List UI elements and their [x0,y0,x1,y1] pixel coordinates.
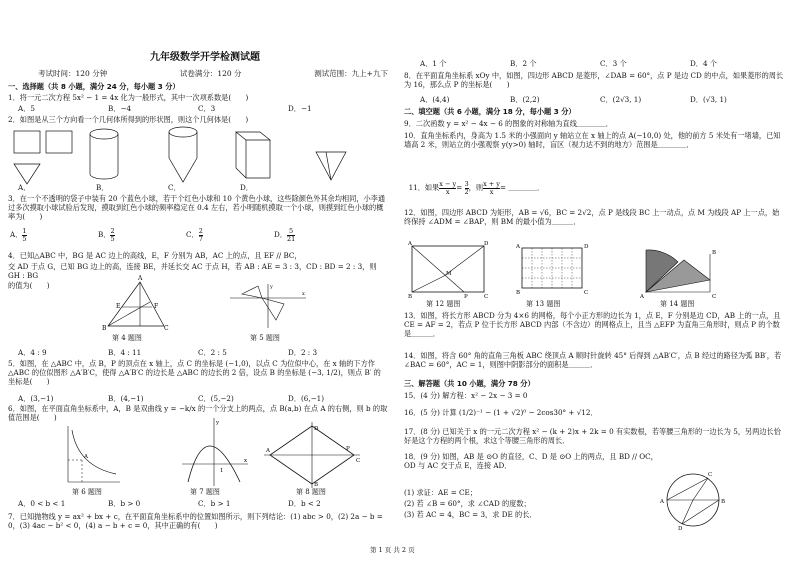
svg-text:A: A [660,499,664,505]
q1-option-a: A．5 [18,104,35,113]
q12-text: 12．如图，四边形 ABCD 为矩形，AB = √6，BC = 2√2，点 P 是线段 BC 上一动点，点 M 为线段 AP 上一点，始终保持 ∠ADM = ∠BAP，则 BM 的最小值为＿＿＿． [404,208,780,226]
svg-text:B: B [314,482,319,488]
q5-option-d: D．(6,−1) [288,394,325,403]
q6-option-b: B．b > 0 [108,499,141,508]
q8-option-a: A．(4,4) [420,95,450,104]
q6-option-a: A．0 < b < 1 [18,499,66,508]
svg-text:B: B [408,294,413,300]
q18-text: 18．(9 分) 如图，AB 是 ⊙O 的直径，C、D 是 ⊙O 上的两点，且 BD // OC，OD 与 AC 交于点 E，连接 AD． [404,452,658,470]
q12-rectangle-figure [408,242,490,298]
q6-option-c: C．b > 1 [198,499,231,508]
exam-time: 考试时间：120 分钟 [38,69,108,78]
q3-option-a: A． $\frac{1}{5}$ [10,227,27,243]
svg-text:x: x [244,458,248,464]
top-view [14,164,40,184]
q3-option-c: C． $\frac{2}{7}$ [186,227,203,243]
q2-option-a-cylinder [86,128,126,184]
fig13-caption: 第 13 题图 [526,300,561,308]
q4-option-d: D．2 : 3 [288,348,318,357]
q6-options [18,499,378,508]
q1-options [18,104,378,113]
q10-text: 10．直角坐标系内，身高为 1.5 米的小强面向 y 轴站立在 x 轴上的点 A(−10,0) 处，他的前方 5 米处有一堵墙，已知墙高 2 米，则站立的小强观察 y(y>0) 轴时，盲区（视力达不到的地方）范围是＿＿＿＿． [404,131,781,149]
svg-text:C: C [584,290,589,296]
svg-text:B: B [102,325,107,332]
fig4-caption: 第 4 题图 [112,334,142,342]
fig6-caption: 第 6 题图 [72,488,102,496]
q1-option-d: D．−1 [288,104,312,113]
svg-text:F: F [154,303,159,310]
q7-parabola-figure [180,416,250,488]
q8-option-c: C．(2√3, 1) [600,95,642,104]
q7-option-b: B．2 个 [510,59,537,68]
svg-text:C: C [484,294,489,300]
q1-option-b: B．−4 [108,104,132,113]
fig8-caption: 第 8 题图 [296,488,326,496]
q4-option-b: B．4 : 11 [108,348,142,357]
q7-options [420,59,780,68]
q2-text: 2．如图是从三个方向看一个几何体所得到的形状图，则这个几何体是( ) [8,115,249,124]
q2-option-c: C． [168,183,181,192]
q2-option-d: D． [240,183,253,192]
q4-text-3: 的值为( ) [8,281,50,290]
q14-text: 14．如图，将含 60° 角的直角三角板 ABC 绕顶点 A 顺时针旋转 45° 后得到 △AB′C′，点 B 经过的路径为弧 BB′，若 ∠BAC = 60°，AC = 1，则图中阴影部分的面积是＿＿＿． [404,351,784,369]
q2-option-c-prism [232,128,276,184]
q17-text: 17．(8 分) 已知关于 x 的一元二次方程 x² − (k + 2)x + 2k = 0 有实数根，若等腰三角形的一边长为 5，另两边长恰好是这个方程的两个根，求这个等腰三角形的周长． [404,427,781,445]
q15-text: 15．(4 分) 解方程：x² − 2x − 3 = 0 [404,391,528,400]
svg-text:B: B [721,499,726,505]
svg-text:D: D [314,426,319,432]
q7-option-d: D．4 个 [690,59,717,68]
q4-text-2: 交 AD 于点 G，已知 BG 边上的高，连接 BE，并延长交 AC 于点 H，若 AB : AE = 3 : 3，CD : BD = 2 : 3，则 GH : BG [8,262,379,280]
q7-option-a: A．1 个 [420,59,447,68]
svg-text:1: 1 [220,468,224,474]
q11-text: 11．如果 $\frac{x - y}{x}$ = $\frac{3}{2}$ ，则 $\frac{x + y}{x}$ = ＿＿＿＿． [408,180,545,196]
svg-text:x: x [302,291,305,297]
exam-meta [38,69,388,78]
svg-text:D: D [584,244,589,250]
q1-text: 1．将一元二次方程 5x² − 1 = 4x 化为一般形式，其中一次项系数是( ) [8,93,249,102]
page-footer: 第 1 页 共 2 页 [370,546,415,554]
q4-text-1: 4．已知△ABC 中，BG 是 AC 边上的高线，E，F 分别为 AB，AC 上的点，且 EF // BC， [8,251,302,260]
q18-part-3: (3) 若 AC = 4，BC = 3，求 DE 的长． [404,510,537,519]
q4-options [18,348,378,357]
fig5-caption: 第 5 题图 [250,334,280,342]
front-view [14,131,40,153]
q2-option-d-pyramid [312,148,352,188]
q14-rotation-figure [640,240,720,300]
q3-option-b: B． $\frac{2}{5}$ [98,227,115,243]
svg-text:P: P [464,294,468,300]
svg-text:M: M [446,271,452,277]
q2-options [18,183,312,192]
q4-triangle-figure [100,275,170,332]
fig12-caption: 第 12 题图 [426,300,461,308]
q5-options [18,394,378,403]
q5-option-b: B．(4,−1) [108,394,144,403]
q3-options [10,228,362,242]
svg-text:C: C [708,472,713,478]
section-one-heading: 一、选择题（共 8 小题，满分 24 分，每小题 3 分） [8,82,180,91]
q8-rhombus-figure [262,420,362,490]
q8-option-d: D．(√3, 1) [690,95,727,104]
q4-option-c: C．2 : 5 [198,348,227,357]
section-three-heading: 三、解答题（共 10 小题，满分 78 分） [404,379,535,388]
q3-text: 3．在一个不透明的袋子中装有 20 个蓝色小球，若干个红色小球和 10 个黄色小球，这些除颜色外其余均相同，小李通过多次摸取小球试验后发现，摸取到红色小球的频率稳定在 0.4 左右，若小明随机摸取一个小球，则摸到红色小球的概率为( ) [8,194,386,221]
svg-text:A: A [516,244,520,250]
svg-text:D: D [678,526,683,532]
q18-circle-figure [660,470,726,530]
q6-text: 6．如图，在平面直角坐标系中，A，B 是双曲线 y = −k/x 的一个分支上的两点，点 B(a,b) 在点 A 的右侧，则 b 的取值范围是( ) [8,404,388,422]
svg-text:y: y [216,420,220,426]
svg-text:C: C [356,458,361,464]
svg-text:C: C [164,325,169,332]
q4-option-a: A．4 : 9 [18,348,47,357]
exam-scope: 测试范围：九上+九下 [314,69,388,78]
section-two-heading: 二、填空题（共 6 小题，满分 18 分，每小题 3 分） [404,107,576,116]
q5-coordinate-figure [228,282,308,330]
svg-text:C: C [712,294,717,300]
svg-text:A: A [640,294,644,300]
q16-text: 16．(5 分) 计算 (1/2)⁻¹ − (1 + √2)⁰ − 2cos30° + √12． [404,408,598,417]
q18-part-2: (2) 若 ∠B = 60°，求 ∠CAD 的度数； [404,499,531,508]
q2-option-b-solid [165,126,205,188]
q8-text: 8．在平面直角坐标系 xOy 中，如图，四边形 ABCD 是菱形，∠DAB = 60°，点 P 是边 CD 的中点，如果菱形的周长为 16，那么点 P 的坐标是( ) [404,71,784,89]
q5-text: 5．如图，在 △ABC 中，点 B，P 的顶点在 x 轴上，点 C 的坐标是 (−1,0)，以点 C 为位似中心，在 x 轴的下方作 △ABC 的位似图形 △A′B′C，使得 △A′B′C 的边长是 △ABC 的边长的 2 倍，设点 B 的坐标是 (−3, 1/2)，则点 B′ 的坐标是( ) [8,359,381,386]
q2-option-b: B． [96,183,109,192]
svg-text:D: D [484,241,489,247]
side-view [46,131,72,153]
q5-option-a: A．(3,−1) [18,394,54,403]
q8-option-b: B．(2,2) [510,95,540,104]
svg-text:B: B [712,250,717,256]
q7-text: 7．已知抛物线 y = ax² + bx + c，在平面直角坐标系中的位置如图所示，则下列结论：(1) abc > 0，(2) 2a − b = 0，(3) 4ac − b² < 0，(4) a − b + c = 0，其中正确的有( ) [8,512,386,530]
q9-text: 9．二次函数 y = x² − 4x − 6 的图象的对称轴为直线＿＿＿＿． [404,119,613,128]
svg-text:E: E [116,303,121,310]
svg-text:P: P [346,446,350,452]
q13-grid-figure [516,244,592,298]
q2-option-a: A． [18,183,31,192]
q13-text: 13．如图，将长方形 ABCD 分为 4×6 的网格，每个小正方形的边长为 1，点 E，F 分别是边 CD，AB 上的一点，且 CE = AF = 2，若点 P 位于长方形 ABCD 内部（不含边）的网格点上，且当 △EFP 为直角三角形时，则点 P 的个数是＿＿＿． [404,311,783,338]
fig7-caption: 第 7 题图 [190,488,220,496]
q5-option-c: C．(5,−2) [198,394,234,403]
svg-text:A: A [84,454,88,460]
q8-options [420,95,780,104]
svg-text:B: B [516,290,521,296]
q6-hyperbola-figure [60,424,122,486]
q18-part-1: (1) 求证：AE = CE； [404,488,477,497]
exam-title: 九年级数学开学检测试题 [150,52,260,63]
q7-option-c: C．3 个 [600,59,627,68]
svg-text:A: A [266,448,270,454]
q1-option-c: C．3 [198,104,216,113]
q6-option-d: D．b < 2 [288,499,321,508]
q3-option-d: D． $\frac{5}{21}$ [274,227,296,243]
svg-text:A: A [408,241,412,247]
svg-text:A: A [138,275,143,282]
fig14-caption: 第 14 题图 [660,300,695,308]
svg-text:y: y [270,284,273,290]
exam-score: 试卷满分：120 分 [179,69,242,78]
